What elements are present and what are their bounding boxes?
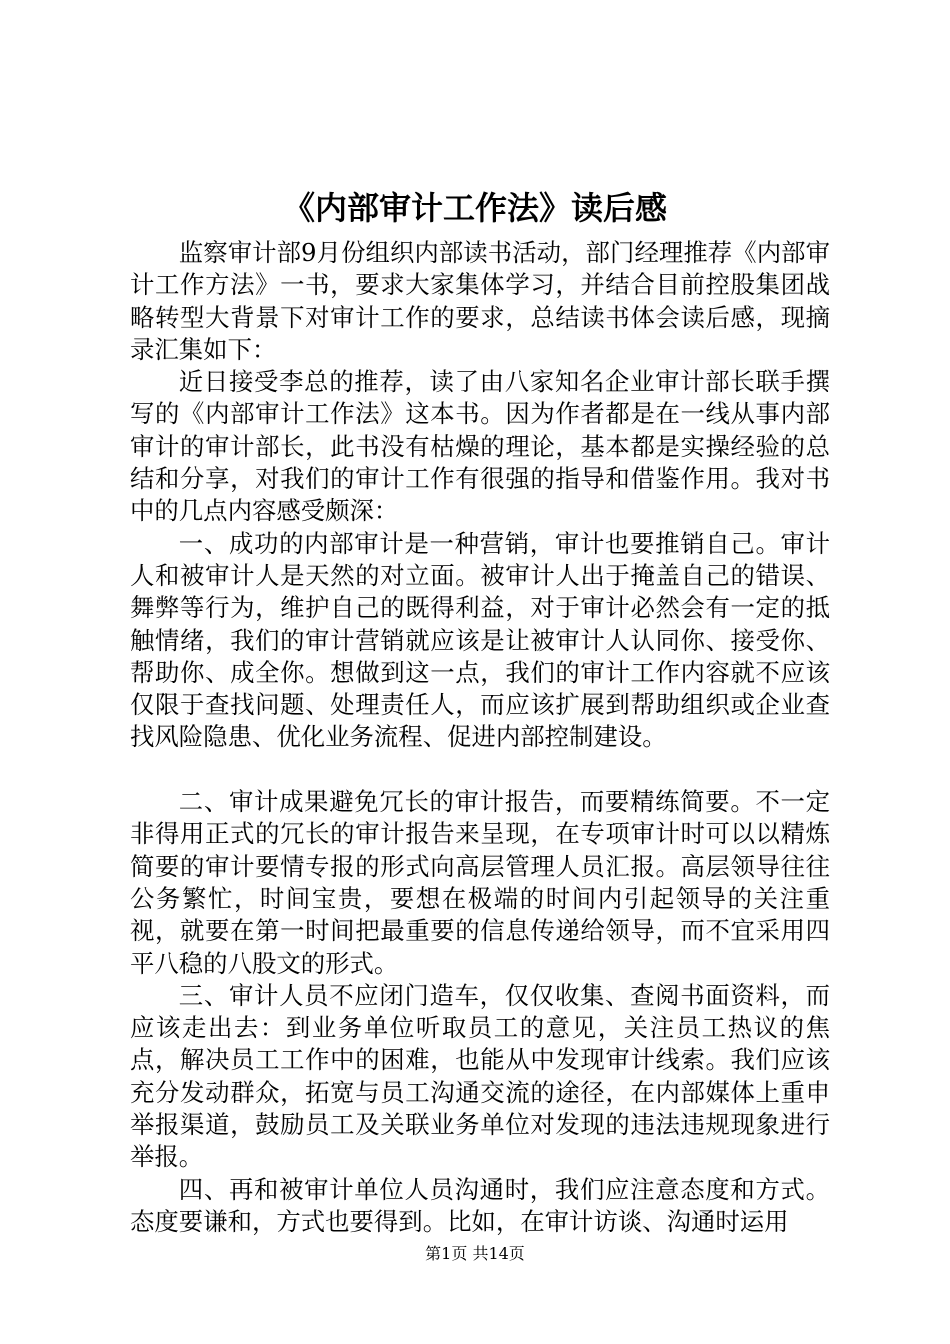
paragraph-point-three: 三、审计人员不应闭门造车，仅仅收集、查阅书面资料，而应该走出去：到业务单位听取员工的意见，关注员工热议的焦点，解决员工工作中的困难，也能从中发现审计线索。我们应该充分发动群众，拓宽与员工沟通交流的途径，在内部媒体上重申举报渠道，鼓励员工及关联业务单位对发现的违法违规现象进行举报。 [130, 980, 830, 1172]
document-body [130, 237, 830, 1238]
paragraph-point-four: 四、再和被审计单位人员沟通时，我们应注意态度和方式。态度要谦和，方式也要得到。比如，在审计访谈、沟通时运用 [130, 1174, 830, 1236]
paragraph-intro: 监察审计部9月份组织内部读书活动，部门经理推荐《内部审计工作方法》一书，要求大家集体学习，并结合目前控股集团战略转型大背景下对审计工作的要求，总结读书体会读后感，现摘录汇集如下： [130, 238, 830, 364]
paragraph-recommendation: 近日接受李总的推荐，读了由八家知名企业审计部长联手撰写的《内部审计工作法》这本书。因为作者都是在一线从事内部审计的审计部长，此书没有枯燥的理论，基本都是实操经验的总结和分享，对我们的审计工作有很强的指导和借鉴作用。我对书中的几点内容感受颇深： [130, 367, 830, 526]
page-title: 《内部审计工作法》读后感 [282, 189, 667, 227]
paragraph-point-two: 二、审计成果避免冗长的审计报告，而要精练简要。不一定非得用正式的冗长的审计报告来呈现，在专项审计时可以以精炼简要的审计要情专报的形式向高层管理人员汇报。高层领导往往公务繁忙，时间宝贵，要想在极端的时间内引起领导的关注重视，就要在第一时间把最重要的信息传递给领导，而不宜采用四平八稳的八股文的形式。 [130, 787, 830, 978]
page-footer: 第1页 共14页 [425, 1244, 525, 1263]
paragraph-spacer [130, 754, 830, 786]
paragraph-point-one: 一、成功的内部审计是一种营销，审计也要推销自己。审计人和被审计人是天然的对立面。被审计人出于掩盖自己的错误、舞弊等行为，维护自己的既得利益，对于审计必然会有一定的抵触情绪，我们的审计营销就应该是让被审计人认同你、接受你、帮助你、成全你。想做到这一点，我们的审计工作内容就不应该仅限于查找问题、处理责任人，而应该扩展到帮助组织或企业查找风险隐患、优化业务流程、促进内部控制建设。 [130, 528, 830, 752]
